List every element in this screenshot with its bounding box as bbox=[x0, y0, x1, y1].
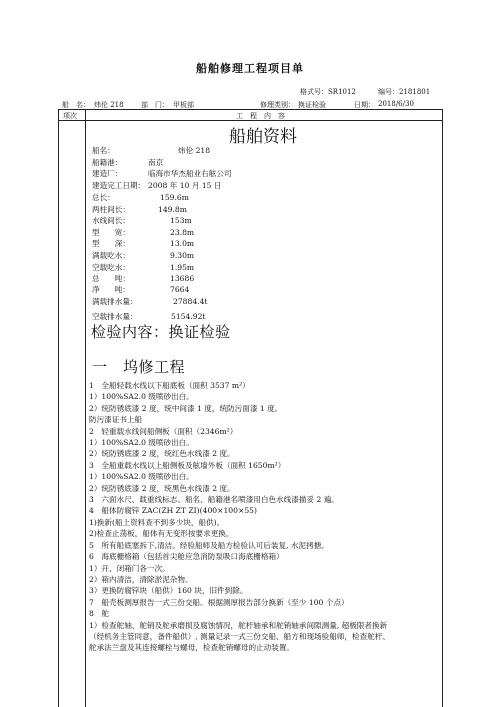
ship-name-label: 船 名： bbox=[62, 101, 90, 109]
ship-data-value: 9.30m bbox=[170, 251, 195, 260]
work-line: 7 船壳板测厚报告一式三份交船。根据测厚报告部分换新（至少 100 个点） bbox=[89, 597, 349, 607]
ship-data-value: 23.8m bbox=[170, 228, 195, 237]
dept-label: 部 门： bbox=[141, 101, 169, 109]
format-number: 格式号：SR1012 bbox=[300, 88, 356, 96]
work-line: 2）统防锈底漆 2 度，统红色水线漆 2 度。 bbox=[89, 449, 235, 459]
ship-data-value: 149.8m bbox=[158, 205, 187, 214]
work-line: 1）检查舵轴、舵销及舵承磨损及腐蚀情况，舵杆轴承和舵销轴承间隙测量, 超极限者换新 bbox=[89, 620, 388, 630]
work-line: 5 所有船底塞拆下,清洁。经验船师及船方检验认可后装复, 水泥拷搪。 bbox=[89, 540, 329, 550]
work-line: 1）100%SA2.0 级喷砂出白。 bbox=[89, 438, 194, 448]
ship-data-label: 满载吃水： bbox=[92, 251, 130, 260]
repair-type: 换证检验 bbox=[298, 101, 326, 109]
work-line: 8 舵 bbox=[89, 609, 110, 619]
ship-data-label: 两柱间长： bbox=[92, 205, 130, 214]
section-title: 一 坞修工程 bbox=[92, 358, 186, 376]
ship-data-value: 159.6m bbox=[160, 193, 189, 202]
ship-data-heading: 船舶资料 bbox=[229, 127, 297, 147]
ship-name: 炜伦 218 bbox=[94, 101, 124, 109]
inspection-heading: 检验内容：换证检验 bbox=[91, 323, 231, 341]
table-top-border bbox=[58, 109, 442, 110]
work-line: 1)换新(船上资料查不到多少块，船供)。 bbox=[89, 517, 225, 527]
ship-data-value: 南京 bbox=[148, 157, 164, 167]
ship-data-label: 建造厂： bbox=[92, 169, 123, 178]
ship-data-value: 7664 bbox=[170, 285, 190, 294]
work-line: 4 船体防腐锌 ZAC(ZH ZT ZI)(400×100×55) bbox=[89, 506, 257, 516]
ship-data-label: 总 吨： bbox=[92, 274, 130, 283]
ship-data-value: 5154.92t bbox=[171, 312, 206, 321]
ship-data-label: 空载吃水： bbox=[92, 263, 130, 272]
ship-data-value: 临海市华杰船业右舷公司 bbox=[148, 169, 232, 178]
work-line: 1 全船轻载水线以下船底板（面积 3537 m²） bbox=[89, 381, 250, 390]
table-column-divider bbox=[85, 109, 86, 707]
column-header-item: 项次 bbox=[63, 112, 77, 120]
table-left-border bbox=[58, 109, 59, 707]
work-line: 2)检查止荡板，船体有无变形按要求更换。 bbox=[89, 529, 234, 539]
work-line: 6 海底栅格箱（包括首尖舱应急消防泵吸口海底栅格箱） bbox=[89, 552, 284, 562]
work-line: 2）统防锈底漆 2 度，统中间漆 1 度，统防污面漆 1 度。 bbox=[89, 403, 283, 413]
ship-data-value: 2008 年 10 月 15 日 bbox=[148, 180, 222, 190]
work-line: 3 六面水尺、载重线标志、船名、船籍港名喷漆用白色水线漆描妥 2 遍。 bbox=[89, 495, 339, 505]
ship-data-label: 型 宽： bbox=[92, 228, 130, 237]
repair-type-label: 修理类别： bbox=[260, 101, 295, 109]
ship-data-label: 空载排水量： bbox=[92, 312, 138, 321]
dept: 甲板部 bbox=[173, 101, 194, 109]
date: 2018/6/30 bbox=[378, 100, 414, 108]
ship-data-label: 总长： bbox=[92, 193, 115, 202]
ship-data-label: 满载排水量： bbox=[92, 297, 138, 306]
work-line: 1）100%SA2.0 级喷砂出白。 bbox=[89, 472, 194, 482]
work-line: 3 全船重载水线以上船侧板及舷墙外板（面积 1650m²） bbox=[89, 460, 286, 470]
work-line: 3）更换防腐锌块（船供）160 块，旧件到除。 bbox=[89, 586, 248, 596]
serial-number: 编号：2181801 bbox=[378, 88, 431, 96]
work-line: 1）开、闭箱门各一次。 bbox=[89, 563, 170, 573]
work-line: （经机务主管同意，备件船供）, 测量记录一式三份交船、船方和现场验船师，检查舵杆、 bbox=[89, 631, 390, 641]
ship-data-label: 净 吨： bbox=[92, 285, 130, 294]
date-label: 日期： bbox=[354, 101, 375, 109]
work-line: 2 轻重载水线间船侧板（面积（2346m²） bbox=[89, 426, 238, 436]
work-line: 2）统防锈底漆 2 度，统黑色水线漆 2 度。 bbox=[89, 483, 235, 493]
work-line: 1）100%SA2.0 级喷砂出白。 bbox=[89, 392, 194, 402]
work-line: 舵承法兰盘及其连接螺栓与螺母，检查舵销螺母的止动装置。 bbox=[89, 643, 295, 653]
work-line: 2）箱内清洁，清除淤泥杂物。 bbox=[89, 574, 193, 584]
ship-data-value: 13.0m bbox=[170, 239, 195, 248]
ship-data-label: 水线间长： bbox=[92, 216, 130, 225]
document-title: 船舶修理工程项目单 bbox=[196, 62, 304, 75]
ship-data-value: 153m bbox=[170, 216, 192, 225]
ship-data-label: 船籍港： bbox=[92, 157, 123, 167]
ship-data-label: 建造完工日期： bbox=[92, 180, 146, 190]
ship-data-value: 炜伦 218 bbox=[178, 146, 211, 155]
column-header-content: 工 程 内 容 bbox=[236, 112, 285, 120]
work-content bbox=[89, 380, 465, 654]
ship-data-value: 13686 bbox=[170, 274, 195, 283]
work-line: 防污漆证书上船 bbox=[89, 415, 143, 425]
ship-data-value: 27884.4t bbox=[173, 297, 208, 306]
ship-data-label: 船名： bbox=[92, 146, 115, 155]
ship-data-label: 型 深： bbox=[92, 239, 130, 248]
ship-data-value: 1.95m bbox=[170, 263, 195, 272]
